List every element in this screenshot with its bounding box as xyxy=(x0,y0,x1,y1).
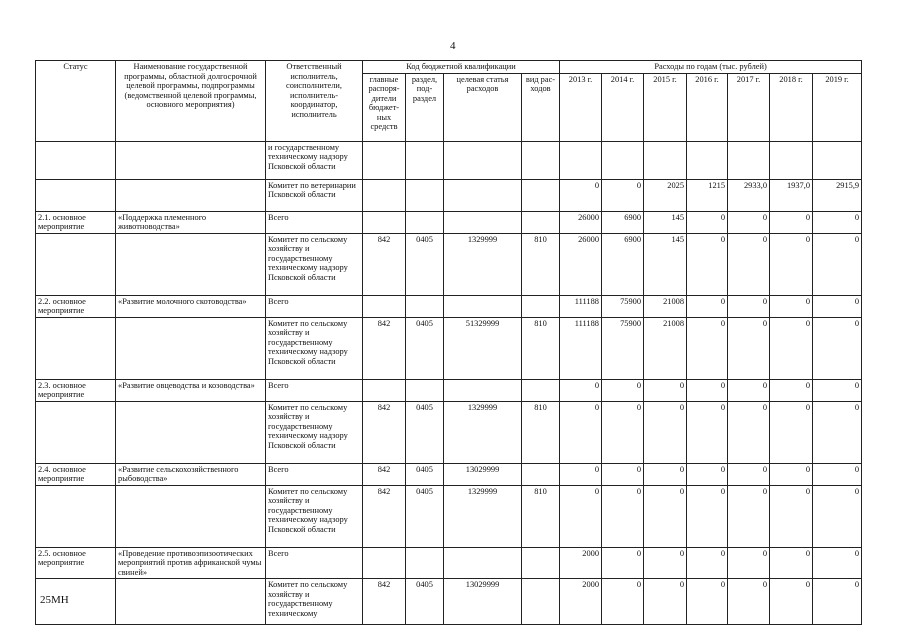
row-vr xyxy=(522,141,560,179)
header-year: 2014 г. xyxy=(602,73,644,141)
row-csr: 13029999 xyxy=(444,579,522,625)
row-value: 0 xyxy=(687,547,728,579)
row-executor: Всего xyxy=(266,379,363,401)
row-value: 0 xyxy=(687,211,728,233)
header-year: 2018 г. xyxy=(770,73,813,141)
row-grbs: 842 xyxy=(363,463,406,485)
row-value xyxy=(560,141,602,179)
table-row xyxy=(36,547,862,579)
row-value: 0 xyxy=(813,317,862,379)
row-value: 0 xyxy=(687,379,728,401)
row-status xyxy=(36,233,116,295)
row-value: 26000 xyxy=(560,211,602,233)
row-value: 0 xyxy=(813,463,862,485)
row-rz xyxy=(406,379,444,401)
row-value xyxy=(644,141,687,179)
row-csr xyxy=(444,379,522,401)
row-value: 0 xyxy=(602,463,644,485)
row-executor: Всего xyxy=(266,547,363,579)
row-csr: 13029999 xyxy=(444,463,522,485)
row-value: 0 xyxy=(813,401,862,463)
row-grbs xyxy=(363,179,406,211)
row-status: 2.4. основное мероприятие xyxy=(36,463,116,485)
row-value: 2933,0 xyxy=(728,179,770,211)
row-executor: Комитет по сельскому хозяйству и государственному техническому надзору Псковской области xyxy=(266,317,363,379)
row-csr: 1329999 xyxy=(444,233,522,295)
row-value: 2000 xyxy=(560,547,602,579)
row-value: 0 xyxy=(813,579,862,625)
table-row xyxy=(36,463,862,485)
row-rz: 0405 xyxy=(406,463,444,485)
row-rz xyxy=(406,179,444,211)
row-executor: Всего xyxy=(266,463,363,485)
row-name xyxy=(116,141,266,179)
row-value: 0 xyxy=(560,401,602,463)
row-rz xyxy=(406,547,444,579)
header-vr: вид рас-ходов xyxy=(522,73,560,141)
row-value: 0 xyxy=(687,463,728,485)
header-year: 2017 г. xyxy=(728,73,770,141)
row-value: 0 xyxy=(728,485,770,547)
page-number: 4 xyxy=(450,40,456,52)
row-executor: Комитет по сельскому хозяйству и государственному техническому xyxy=(266,579,363,625)
row-value: 2025 xyxy=(644,179,687,211)
row-executor: Комитет по ветеринарии Псковской области xyxy=(266,179,363,211)
row-executor: Всего xyxy=(266,295,363,317)
row-value xyxy=(728,141,770,179)
row-value: 0 xyxy=(728,547,770,579)
footer-code: 25МН xyxy=(40,594,69,606)
budget-table xyxy=(35,60,862,625)
row-csr: 51329999 xyxy=(444,317,522,379)
row-csr xyxy=(444,179,522,211)
row-value: 0 xyxy=(728,401,770,463)
row-status xyxy=(36,317,116,379)
row-grbs xyxy=(363,141,406,179)
row-value: 0 xyxy=(770,401,813,463)
row-executor: и государственному техническому надзору Псковской области xyxy=(266,141,363,179)
row-executor: Комитет по сельскому хозяйству и государственному техническому надзору Псковской области xyxy=(266,401,363,463)
row-name xyxy=(116,317,266,379)
row-grbs: 842 xyxy=(363,401,406,463)
row-name: «Поддержка племенного животноводства» xyxy=(116,211,266,233)
row-csr xyxy=(444,211,522,233)
row-value: 0 xyxy=(644,401,687,463)
row-value: 2915,9 xyxy=(813,179,862,211)
row-value: 26000 xyxy=(560,233,602,295)
row-grbs: 842 xyxy=(363,233,406,295)
row-value: 0 xyxy=(644,547,687,579)
row-value: 111188 xyxy=(560,295,602,317)
row-value: 0 xyxy=(602,579,644,625)
row-value: 0 xyxy=(560,485,602,547)
row-value: 0 xyxy=(644,379,687,401)
header-responsible: Ответственный исполнитель, соисполнители, исполнитель-координатор, исполнитель xyxy=(266,61,363,142)
row-value: 0 xyxy=(644,463,687,485)
row-value: 0 xyxy=(770,547,813,579)
row-rz xyxy=(406,141,444,179)
row-value: 111188 xyxy=(560,317,602,379)
row-value: 0 xyxy=(602,379,644,401)
row-value: 0 xyxy=(770,211,813,233)
row-executor: Комитет по сельскому хозяйству и государственному техническому надзору Псковской области xyxy=(266,233,363,295)
row-value: 6900 xyxy=(602,233,644,295)
row-vr xyxy=(522,579,560,625)
row-value: 0 xyxy=(813,295,862,317)
header-expenses: Расходы по годам (тыс. рублей) xyxy=(560,61,862,74)
header-grbs: главные распоря-дители бюджет-ных средств xyxy=(363,73,406,141)
row-grbs xyxy=(363,211,406,233)
row-value: 0 xyxy=(602,179,644,211)
row-status: 2.2. основное мероприятие xyxy=(36,295,116,317)
row-value: 0 xyxy=(770,379,813,401)
row-vr: 810 xyxy=(522,401,560,463)
row-vr xyxy=(522,179,560,211)
row-name xyxy=(116,179,266,211)
row-status xyxy=(36,179,116,211)
row-value: 21008 xyxy=(644,295,687,317)
row-value: 145 xyxy=(644,233,687,295)
row-value: 0 xyxy=(770,295,813,317)
row-value: 0 xyxy=(770,485,813,547)
row-rz: 0405 xyxy=(406,579,444,625)
table-row xyxy=(36,233,862,295)
row-value: 0 xyxy=(602,547,644,579)
row-name xyxy=(116,401,266,463)
row-name: «Развитие сельскохозяйственного рыбоводства» xyxy=(116,463,266,485)
row-value: 0 xyxy=(560,379,602,401)
table-row xyxy=(36,579,862,625)
row-grbs xyxy=(363,547,406,579)
header-rz: раздел, под-раздел xyxy=(406,73,444,141)
row-status: 2.5. основное мероприятие xyxy=(36,547,116,579)
row-value: 0 xyxy=(728,579,770,625)
row-name: «Проведение противоэпизоотических мероприятий против африканской чумы свиней» xyxy=(116,547,266,579)
row-value: 75900 xyxy=(602,295,644,317)
row-value: 0 xyxy=(602,485,644,547)
row-value: 0 xyxy=(770,317,813,379)
row-name xyxy=(116,233,266,295)
row-value: 0 xyxy=(728,463,770,485)
row-grbs: 842 xyxy=(363,317,406,379)
row-vr: 810 xyxy=(522,233,560,295)
table-row xyxy=(36,295,862,317)
row-value xyxy=(770,141,813,179)
header-status: Статус xyxy=(36,61,116,142)
row-value: 0 xyxy=(602,401,644,463)
row-value: 6900 xyxy=(602,211,644,233)
row-value: 0 xyxy=(728,317,770,379)
row-csr: 1329999 xyxy=(444,485,522,547)
row-vr xyxy=(522,295,560,317)
header-year: 2019 г. xyxy=(813,73,862,141)
row-vr xyxy=(522,211,560,233)
row-csr: 1329999 xyxy=(444,401,522,463)
row-rz xyxy=(406,295,444,317)
table-row xyxy=(36,317,862,379)
row-rz: 0405 xyxy=(406,485,444,547)
row-value: 0 xyxy=(687,317,728,379)
header-budget-code: Код бюджетной квалификации xyxy=(363,61,560,74)
row-csr xyxy=(444,295,522,317)
row-value: 0 xyxy=(728,295,770,317)
row-rz: 0405 xyxy=(406,233,444,295)
row-csr xyxy=(444,141,522,179)
table-row xyxy=(36,379,862,401)
row-value: 1215 xyxy=(687,179,728,211)
row-value: 0 xyxy=(813,547,862,579)
row-vr xyxy=(522,547,560,579)
row-vr xyxy=(522,463,560,485)
table-row xyxy=(36,141,862,179)
row-vr: 810 xyxy=(522,485,560,547)
row-value: 0 xyxy=(728,379,770,401)
row-name xyxy=(116,579,266,625)
row-value xyxy=(813,141,862,179)
row-name: «Развитие молочного скотоводства» xyxy=(116,295,266,317)
row-grbs xyxy=(363,379,406,401)
table-row xyxy=(36,485,862,547)
row-rz: 0405 xyxy=(406,317,444,379)
row-value: 0 xyxy=(813,485,862,547)
row-status: 2.1. основное мероприятие xyxy=(36,211,116,233)
row-value: 2000 xyxy=(560,579,602,625)
row-csr xyxy=(444,547,522,579)
row-executor: Комитет по сельскому хозяйству и государственному техническому надзору Псковской области xyxy=(266,485,363,547)
row-value: 0 xyxy=(560,463,602,485)
row-grbs: 842 xyxy=(363,579,406,625)
row-value: 0 xyxy=(687,295,728,317)
row-value: 1937,0 xyxy=(770,179,813,211)
row-rz xyxy=(406,211,444,233)
row-value: 21008 xyxy=(644,317,687,379)
table-row xyxy=(36,211,862,233)
row-value: 0 xyxy=(560,179,602,211)
row-value: 0 xyxy=(770,579,813,625)
row-status: 2.3. основное мероприятие xyxy=(36,379,116,401)
row-rz: 0405 xyxy=(406,401,444,463)
row-value: 0 xyxy=(813,211,862,233)
row-value: 0 xyxy=(687,401,728,463)
row-value: 0 xyxy=(687,579,728,625)
row-value: 0 xyxy=(770,463,813,485)
row-value: 0 xyxy=(770,233,813,295)
row-value: 0 xyxy=(728,211,770,233)
header-year: 2016 г. xyxy=(687,73,728,141)
row-value: 0 xyxy=(728,233,770,295)
row-value xyxy=(602,141,644,179)
row-grbs: 842 xyxy=(363,485,406,547)
row-value: 0 xyxy=(813,233,862,295)
header-year: 2015 г. xyxy=(644,73,687,141)
row-name xyxy=(116,485,266,547)
header-csr: целевая статья расходов xyxy=(444,73,522,141)
row-status xyxy=(36,485,116,547)
table-row xyxy=(36,179,862,211)
row-value: 75900 xyxy=(602,317,644,379)
table-row xyxy=(36,401,862,463)
row-status xyxy=(36,141,116,179)
row-vr xyxy=(522,379,560,401)
row-value: 145 xyxy=(644,211,687,233)
header-year: 2013 г. xyxy=(560,73,602,141)
row-value: 0 xyxy=(644,579,687,625)
row-vr: 810 xyxy=(522,317,560,379)
row-value xyxy=(687,141,728,179)
row-grbs xyxy=(363,295,406,317)
row-value: 0 xyxy=(687,233,728,295)
row-name: «Развитие овцеводства и козоводства» xyxy=(116,379,266,401)
header-name: Наименование государственной программы, областной долгосрочной целевой программы, подпрограммы (ведомственной целевой программы, основного мероприятия) xyxy=(116,61,266,142)
row-value: 0 xyxy=(813,379,862,401)
row-status xyxy=(36,401,116,463)
row-value: 0 xyxy=(644,485,687,547)
row-value: 0 xyxy=(687,485,728,547)
row-executor: Всего xyxy=(266,211,363,233)
